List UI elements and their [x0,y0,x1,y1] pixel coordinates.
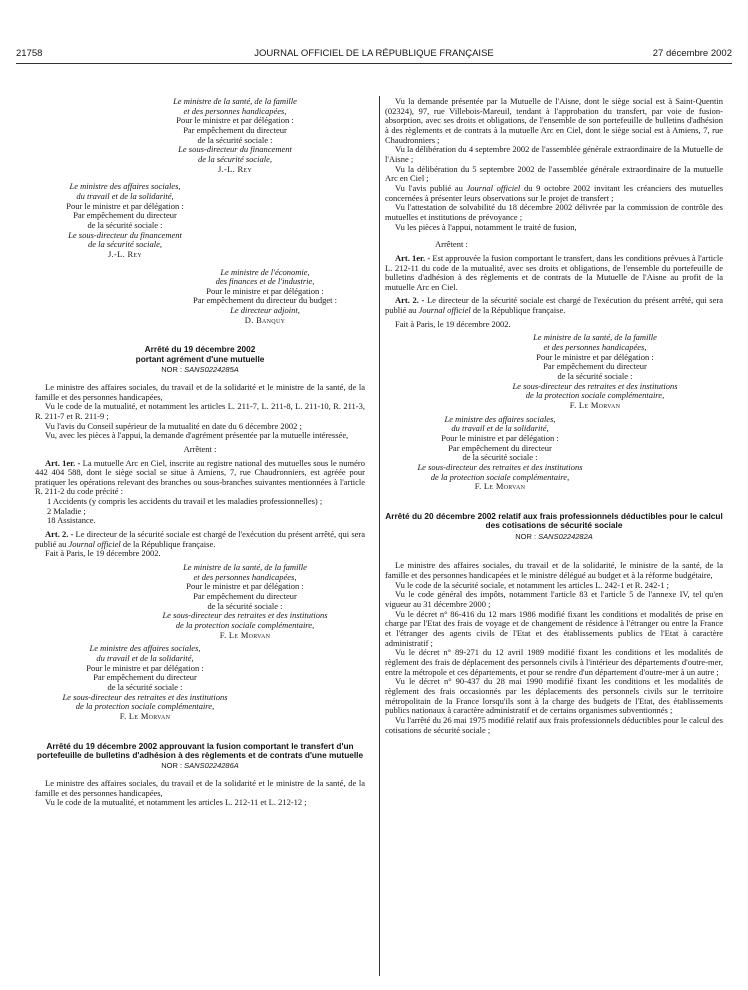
signatory-name: F. Le Morvan [569,400,621,411]
article-label: Art. 1er. - [395,252,431,263]
paragraph: Vu le code de la mutualité, et notamment les articles L. 211-7, L. 211-8, L. 211-10, R. 211-3, R. 211-7 et R. 211-9 ; [35,401,365,421]
signature-line: du travail et de la solidarité, [451,423,549,434]
paragraph: Vu la délibération du 5 septembre 2002 de l'assemblée générale extraordinaire de la mutuelle Arc en Ciel ; [385,163,723,184]
signature-line: Pour le ministre et par délégation : [176,115,294,126]
paragraph: Vu le décret n° 89-271 du 12 avril 1989 modifié fixant les conditions et les modalités de règlement des frais de déplacement des personnels civils à l'intérieur des départements d'outre-mer, entre la métropole et ces départements, et pour se rendre d'un département d'outre-mer à un autre ; [385,647,723,677]
signing-place-date: Fait à Paris, le 19 décembre 2002. [395,318,511,329]
article-label: Art. 2. - [45,529,74,540]
signature-line: de la protection sociale complémentaire, [175,620,315,630]
arretent-heading: Arrêtent : [435,239,468,250]
signature-line: de la protection sociale complémentaire, [430,471,570,482]
signature-block [105,97,365,174]
signature-line: de la protection sociale complémentaire, [75,701,215,712]
signature-line: Par empêchement du directeur [183,124,287,135]
signature-line: du travail et de la solidarité, [96,652,194,663]
nor-reference: NOR : SANS0224286A [161,761,239,771]
paragraph: Vu la demande présentée par la Mutuelle de l'Aisne, dont le siège social est à Saint-Quentin (02324), 97, rue Villebois-Mareuil, tendant à l'approbation du transfert, par voie de fusion-absorption, avec ses droits et obligations, de l'ensemble de son portefeuille de bulletins d'adhésion à des règlements et de contrats à la mutuelle Arc en Ciel, dont le siège social est à Amiens, 7, rue Chaudronniers ; [385,96,723,145]
page-header [16,48,732,62]
signature-line: de la sécurité sociale : [207,600,283,611]
signature-line: Par empêchement du directeur [448,442,552,453]
signature-line: Le directeur adjoint, [230,305,300,316]
signature-line: Pour le ministre et par délégation : [66,200,184,211]
signature-line: de la sécurité sociale, [87,239,163,250]
signature-line: Pour le ministre et par délégation : [441,433,559,443]
header-rule [16,63,732,64]
signature-line: de la sécurité sociale, [197,153,273,164]
nor-code: SANS0224282A [538,531,593,541]
decree-title: Arrêté du 19 décembre 2002 [144,344,256,355]
article: Art. 2. - Le directeur de la sécurité sociale est chargé de l'exécution du présent arrêté, qui sera publié au Journal officiel de la République française. [35,529,365,549]
nor-reference: NOR : SANS0224285A [161,365,239,375]
signatory-name: F. Le Morvan [474,481,526,492]
signature-block [465,333,725,410]
signature-block [155,268,375,326]
signing-place-date: Fait à Paris, le 19 décembre 2002. [45,548,161,559]
signature-line: Le ministre de l'économie, [220,266,310,277]
signatory-name: J.-L. Rey [217,163,253,174]
signature-block [380,415,620,492]
list-item: 2 Maladie ; [47,505,86,516]
paragraph: Vu l'arrêté du 26 mai 1975 modifié relatif aux frais professionnels déductibles pour le calcul des cotisations de sécurité sociale ; [385,714,723,735]
decree-title: Arrêté du 19 décembre 2002 approuvant la fusion comportant le transfert d'un portefeuille de bulletins d'adhésion à des règlements et de contrats d'une mutuelle [36,740,364,760]
paragraph: Vu la délibération du 4 septembre 2002 de l'assemblée générale extraordinaire de la Mutuelle de l'Aisne ; [385,144,723,164]
signature-line: Le sous-directeur des retraites et des institutions [417,461,583,472]
signature-line: de la sécurité sociale : [87,219,163,230]
signature-line: Pour le ministre et par délégation : [536,351,654,362]
page-number: 21758 [16,48,43,59]
column-divider [379,96,380,976]
signature-line: et des personnes handicapées, [183,105,287,116]
arretent-heading: Arrêtent : [183,443,217,454]
signature-line: Par empêchement du directeur [193,591,297,602]
signature-block [25,182,225,259]
signatory-name: F. Le Morvan [219,629,271,640]
paragraph: Vu le code général des impôts, notamment l'article 83 et l'article 5 de l'annexe IV, tel qu'en vigueur au 31 décembre 2000 ; [385,589,723,610]
signature-line: Par empêchement du directeur [73,210,177,221]
article: Art. 2. - Le directeur de la sécurité sociale est chargé de l'exécution du présent arrêté, qui sera publié au Journal officiel de la République française. [385,295,723,316]
paragraph: Vu les pièces à l'appui, notamment le traité de fusion, [395,221,577,232]
nor-code: SANS0224285A [184,365,239,375]
signature-line: Le ministre des affaires sociales, [69,181,181,192]
nor-reference: NOR : SANS0224282A [515,531,593,541]
article-label: Art. 1er. - [45,457,81,468]
paragraph: Le ministre des affaires sociales, du travail et de la solidarité et le ministre de la santé, de la famille et des personnes handicapées, [35,778,365,798]
signature-line: Le ministre de la santé, de la famille [183,562,307,573]
signature-line: de la sécurité sociale : [462,452,538,463]
paragraph: Vu, avec les pièces à l'appui, la demande d'agrément présentée par la mutuelle intéressée, [45,430,349,441]
nor-code: SANS0224286A [184,761,239,771]
list-item: 18 Assistance. [47,515,96,526]
signature-line: de la sécurité sociale : [557,371,633,382]
paragraph: Vu le code de la mutualité, et notamment les articles L. 212-11 et L. 212-12 ; [45,797,307,808]
paragraph: Vu l'attestation de solvabilité du 18 décembre 2002 délivrée par la commission de contrôle des mutuelles et institutions de prévoyance ; [385,202,723,222]
paragraph: Le ministre des affaires sociales, du travail et de la solidarité et le ministre de la santé, de la famille et des personnes handicapées, [35,381,365,402]
signature-line: Le sous-directeur des retraites et des institutions [162,610,328,621]
signature-block [125,563,365,640]
signature-line: de la sécurité sociale : [107,681,183,692]
signature-line: Le sous-directeur du financement [68,229,182,240]
journal-title: JOURNAL OFFICIEL DE LA RÉPUBLIQUE FRANÇAISE [254,48,494,59]
signature-line: Le sous-directeur du financement [178,144,292,155]
signature-line: Le ministre des affaires sociales, [444,413,556,424]
article-label: Art. 2. - [395,295,425,306]
right-column [385,97,723,735]
signature-line: Le ministre de la santé, de la famille [533,332,657,343]
decree-title: portant agrément d'une mutuelle [135,353,265,364]
signature-line: Le sous-directeur des retraites et des institutions [512,380,678,391]
signatory-name: J.-L. Rey [107,248,143,259]
issue-date: 27 décembre 2002 [652,48,732,59]
signatory-name: F. Le Morvan [119,710,171,721]
signature-line: du travail et de la solidarité, [76,190,174,201]
signature-block [25,644,265,721]
paragraph: Vu l'avis publié au Journal officiel du 9 octobre 2002 invitant les créanciers des mutuelles concernées à présenter leurs observations sur le projet de transfert ; [385,182,724,203]
article: Art. 1er. - Est approuvée la fusion comportant le transfert, dans les conditions prévues à l'article L. 212-11 du code de la mutualité, avec ses droits et obligations, de l'ensemble du portefeuille de bulletins d'adhésion à des règlements et de contrats de la Mutuelle de l'Aisne au profit de la mutuelle Arc en Ciel. [385,252,723,292]
signature-line: Pour le ministre et par délégation : [186,581,304,592]
signature-line: de la sécurité sociale : [197,134,273,145]
signatory-name: D. Banquy [244,314,286,325]
signature-line: Pour le ministre et par délégation : [206,285,324,296]
signature-line: et des personnes handicapées, [543,342,647,353]
list-item: 1 Accidents (y compris les accidents du travail et les maladies professionnelles) ; [47,496,323,507]
paragraph: Vu le décret n° 90-437 du 28 mai 1990 modifié fixant les conditions et les modalités de règlement des frais occasionnés par les déplacements des personnels civils sur le territoire métropolitain de la France lorsqu'ils sont à la charge des budgets de l'Etat, des établissements publics nationaux à caractère administratif et de certains organismes subventionnés ; [385,676,723,716]
paragraph: Vu l'avis du Conseil supérieur de la mutualité en date du 6 décembre 2002 ; [45,420,302,431]
article: Art. 1er. - La mutuelle Arc en Ciel, inscrite au registre national des mutuelles sous le numéro 442 404 588, dont le siège social se situe à Amiens, 7, rue Chaudronniers, est agréée pour pratiquer les opérations relevant des branches ou sous-branches suivantes mentionnées à l'article R. 211-2 du code précité : [35,457,366,497]
paragraph: Le ministre des affaires sociales, du travail et de la solidarité, le ministre de la santé, de la famille et des personnes handicapées et le ministre délégué au budget et à la réforme budgétaire, [385,560,723,581]
signature-line: de la protection sociale complémentaire, [525,390,665,401]
signature-line: Le sous-directeur des retraites et des institutions [62,691,228,702]
signature-line: Le ministre des affaires sociales, [89,643,201,654]
paragraph: Vu le code de la sécurité sociale, et notamment les articles L. 242-1 et R. 242-1 ; [395,579,669,590]
signature-line: Par empêchement du directeur du budget : [193,295,337,306]
signature-line: Par empêchement du directeur [543,361,647,372]
left-column [35,97,365,808]
signature-line: Le ministre de la santé, de la famille [173,96,297,106]
paragraph: Vu le décret n° 86-416 du 12 mars 1986 modifié fixant les conditions et modalités de prise en charge par l'Etat des frais de voyage et de changement de résidence à l'étranger ou entre la France et l'étranger des agents civils de l'Etat et des établissements publics de l'Etat à caractère administratif ; [385,608,723,648]
signature-line: des finances et de l'industrie, [215,276,315,287]
signature-line: et des personnes handicapées, [193,571,297,582]
signature-line: Pour le ministre et par délégation : [86,662,204,673]
decree-title: Arrêté du 20 décembre 2002 relatif aux frais professionnels déductibles pour le calcul des cotisations de sécurité sociale [385,510,723,531]
signature-line: Par empêchement du directeur [93,672,197,683]
